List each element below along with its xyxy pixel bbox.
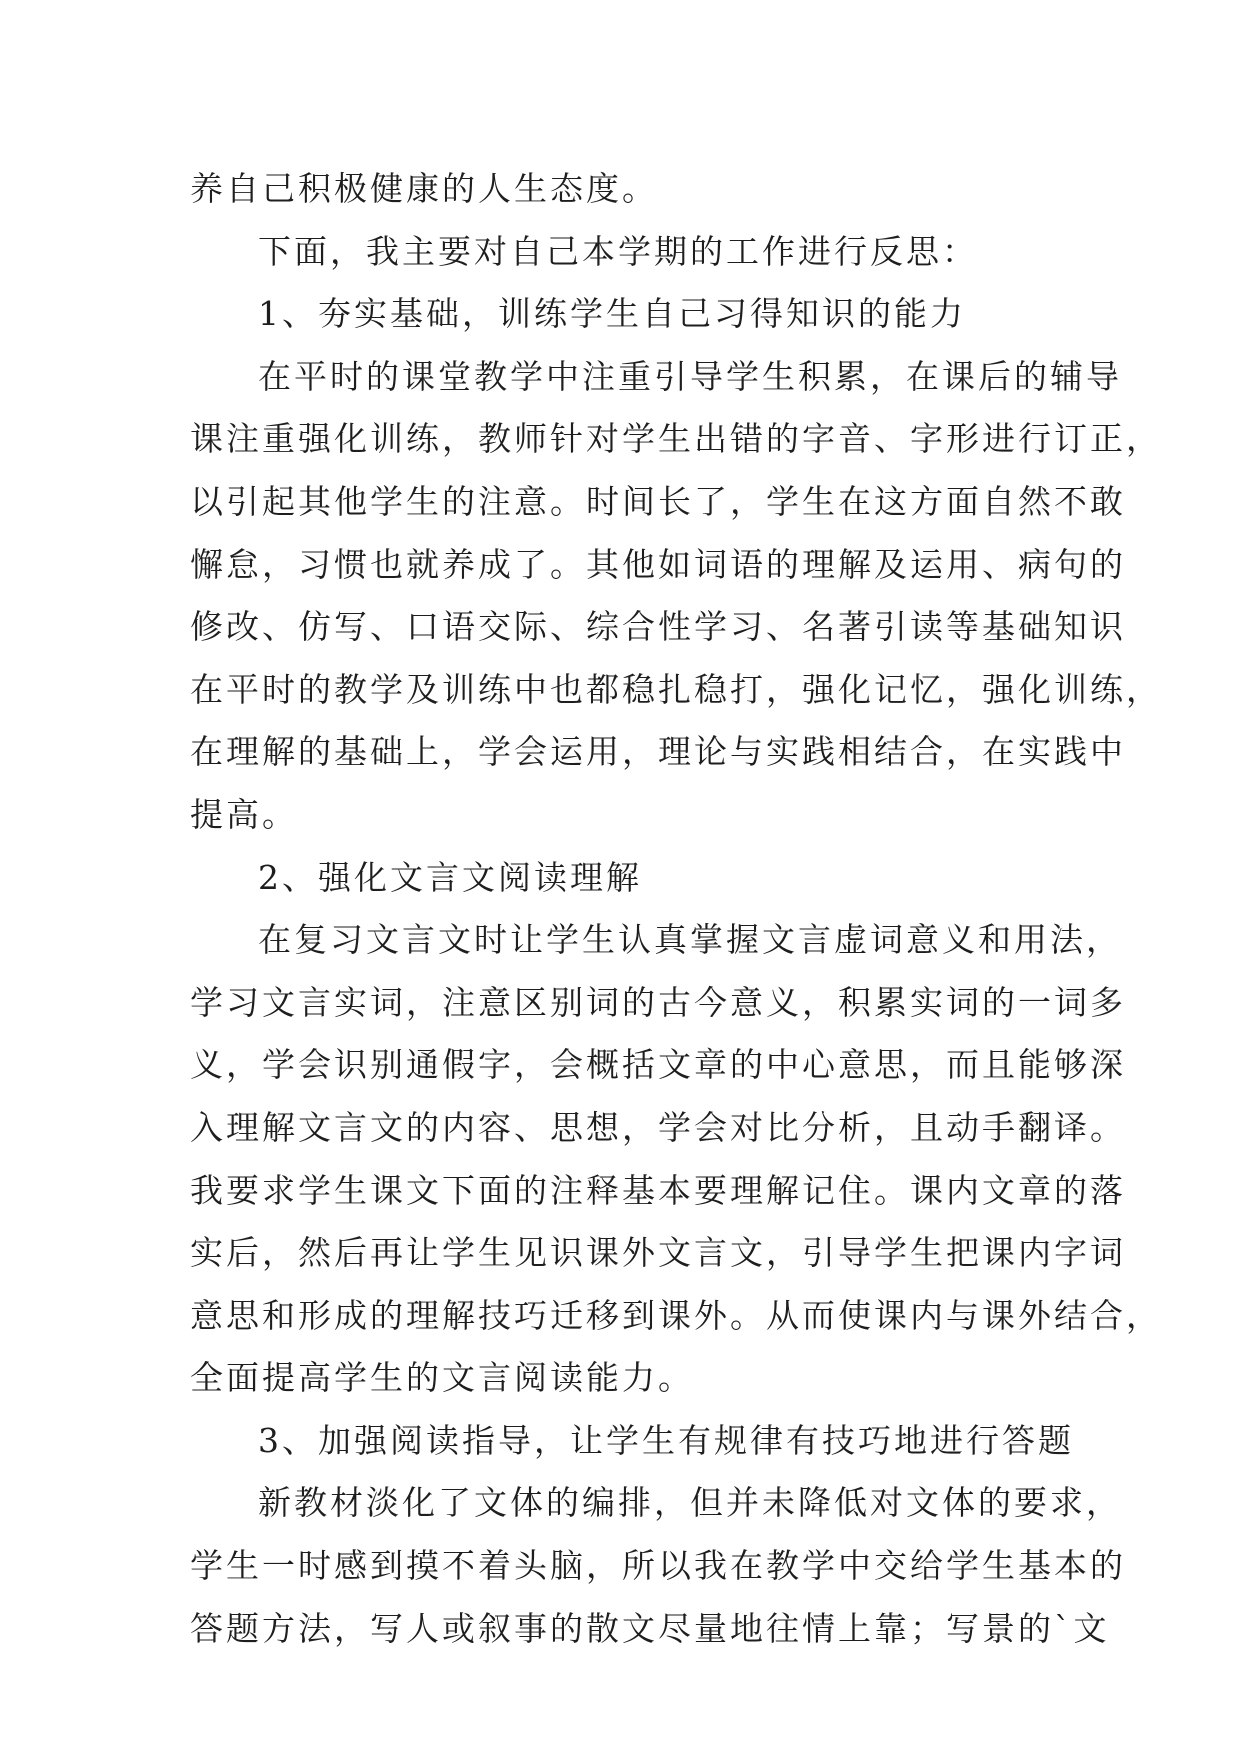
text-line: 在理解的基础上，学会运用，理论与实践相结合，在实践中 [190,732,1126,772]
text-line: 养自己积极健康的人生态度。 [190,169,658,208]
text-line: 下面，我主要对自己本学期的工作进行反思： [258,231,978,271]
section-heading: 3、加强阅读指导，让学生有规律有技巧地进行答题 [258,1420,1074,1460]
text-line: 修改、仿写、口语交际、综合性学习、名著引读等基础知识 [190,607,1126,647]
text-line: 课注重强化训练，教师针对学生出错的字音、字形进行订正， [190,419,1162,459]
text-line: 学习文言实词，注意区别词的古今意义，积累实词的一词多 [190,982,1126,1022]
text-line: 在平时的课堂教学中注重引导学生积累，在课后的辅导 [258,356,1122,396]
text-line: 意思和形成的理解技巧迁移到课外。从而使课内与课外结合， [190,1295,1162,1335]
text-line: 在复习文言文时让学生认真掌握文言虚词意义和用法， [258,920,1122,960]
text-line: 在平时的教学及训练中也都稳扎稳打，强化记忆，强化训练， [190,669,1162,709]
text-line: 懈怠，习惯也就养成了。其他如词语的理解及运用、病句的 [190,544,1126,584]
text-line: 新教材淡化了文体的编排，但并未降低对文体的要求， [258,1483,1122,1523]
document-body [190,158,1162,1660]
text-line: 提高。 [190,794,298,834]
text-line: 义，学会识别通假字，会概括文章的中心意思，而且能够深 [190,1045,1126,1085]
text-line: 以引起其他学生的注意。时间长了，学生在这方面自然不敢 [190,481,1126,521]
text-line: 答题方法，写人或叙事的散文尽量地往情上靠；写景的`文 [190,1608,1110,1648]
text-line: 全面提高学生的文言阅读能力。 [190,1358,694,1398]
section-heading: 1、夯实基础，训练学生自己习得知识的能力 [258,294,966,334]
section-heading: 2、强化文言文阅读理解 [258,857,642,897]
text-line: 我要求学生课文下面的注释基本要理解记住。课内文章的落 [190,1170,1126,1210]
text-line: 入理解文言文的内容、思想，学会对比分析，且动手翻译。 [190,1107,1126,1147]
text-line: 实后，然后再让学生见识课外文言文，引导学生把课内字词 [190,1233,1126,1273]
text-line: 学生一时感到摸不着头脑，所以我在教学中交给学生基本的 [190,1546,1126,1586]
